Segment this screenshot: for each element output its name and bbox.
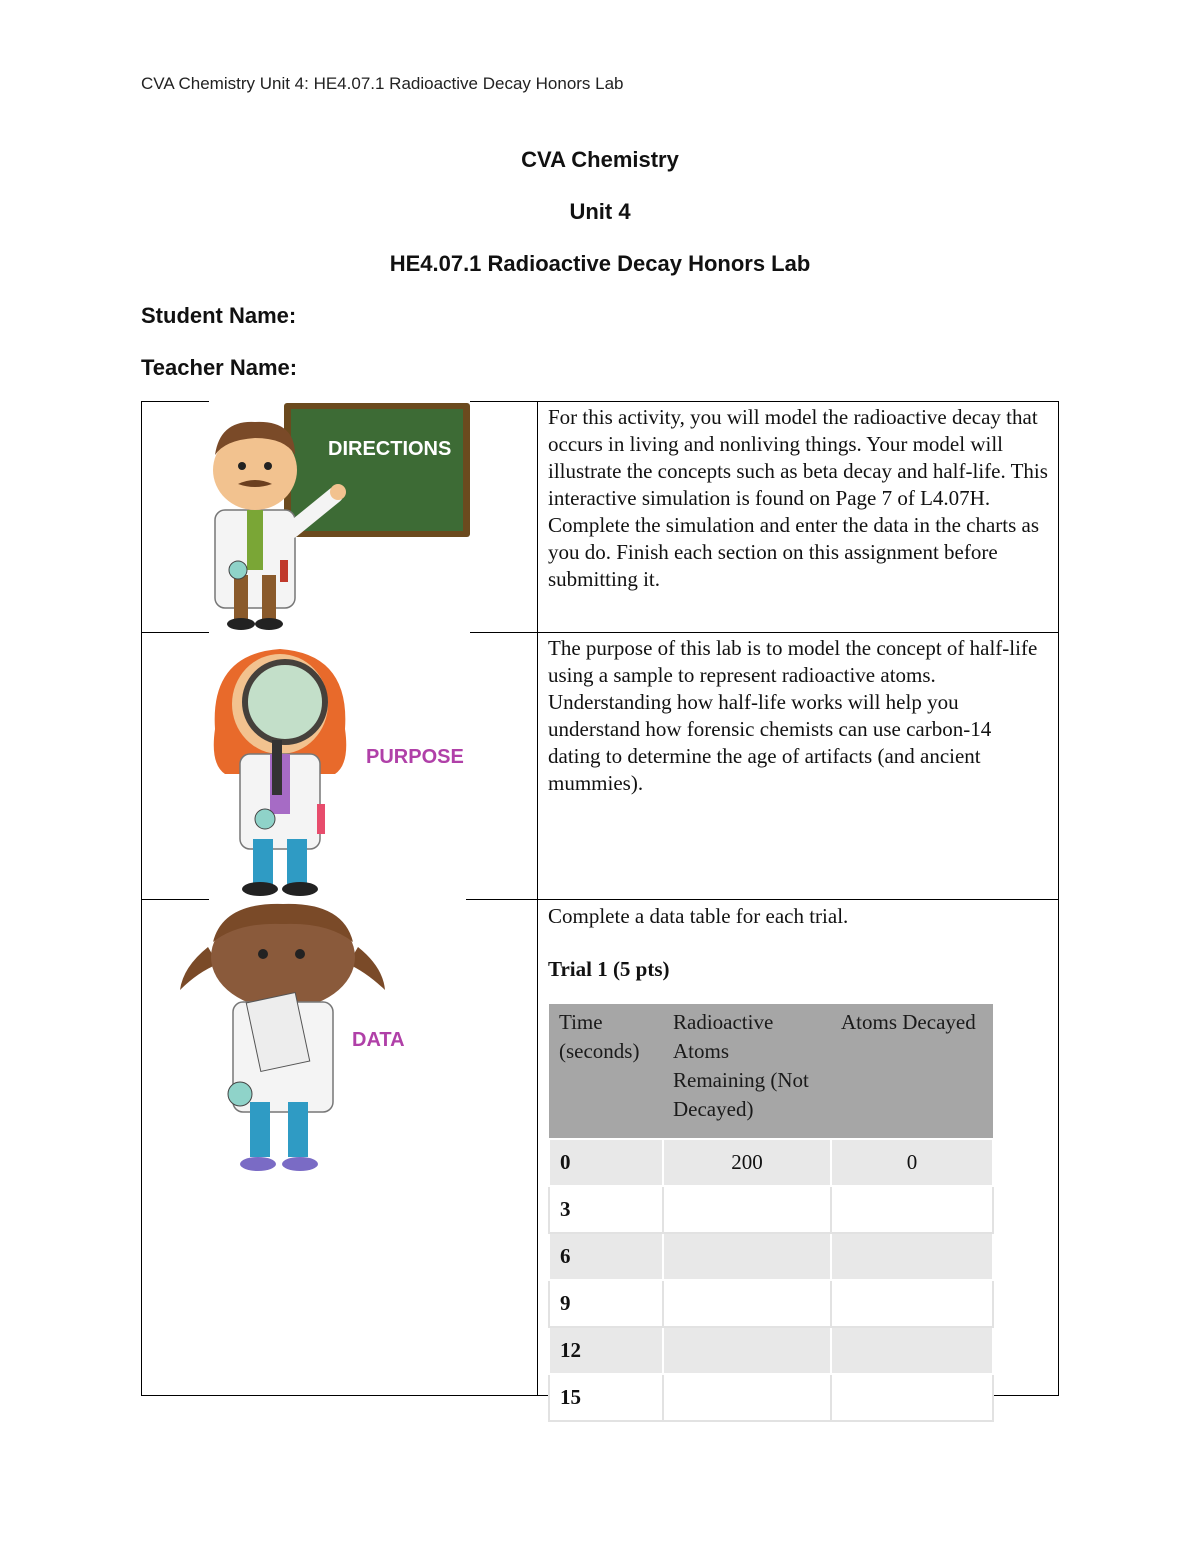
- remaining-cell[interactable]: 200: [663, 1139, 831, 1186]
- table-row: [549, 1233, 993, 1280]
- time-cell: 9: [549, 1280, 663, 1327]
- teacher-name-label: Teacher Name:: [141, 355, 298, 380]
- running-header: CVA Chemistry Unit 4: HE4.07.1 Radioactive Decay Honors Lab: [141, 74, 624, 93]
- time-cell: 3: [549, 1186, 663, 1233]
- decayed-cell[interactable]: [831, 1186, 993, 1233]
- time-cell: 15: [549, 1374, 663, 1421]
- remaining-cell[interactable]: [663, 1186, 831, 1233]
- remaining-cell[interactable]: [663, 1374, 831, 1421]
- time-cell: 6: [549, 1233, 663, 1280]
- table-row: [549, 1327, 993, 1374]
- time-cell: 12: [549, 1327, 663, 1374]
- table-header-row: [549, 1004, 993, 1139]
- decayed-cell[interactable]: 0: [831, 1139, 993, 1186]
- course-title: CVA Chemistry: [521, 147, 679, 172]
- column-header-remaining: Radioactive Atoms Remaining (Not Decayed): [663, 1004, 831, 1139]
- divider: [466, 899, 1059, 900]
- time-cell: 0: [549, 1139, 663, 1186]
- divider: [141, 401, 209, 402]
- lab-title: HE4.07.1 Radioactive Decay Honors Lab: [389, 251, 811, 276]
- column-header-decayed: Atoms Decayed: [831, 1004, 993, 1139]
- divider: [141, 401, 142, 1396]
- student-name-label: Student Name:: [141, 303, 297, 328]
- trial-1-data-table: [548, 1004, 994, 1422]
- scientist-directions-illustration: [200, 400, 475, 635]
- column-header-time: Time (seconds): [549, 1004, 663, 1139]
- scientist-purpose-illustration: [205, 634, 365, 902]
- decayed-cell[interactable]: [831, 1327, 993, 1374]
- data-intro: Complete a data table for each trial.: [548, 904, 849, 928]
- trial-title: Trial 1 (5 pts): [548, 957, 670, 981]
- divider: [141, 899, 209, 900]
- directions-text: For this activity, you will model the radioactive decay that occurs in living and nonliving things. Your model will illustrate the concepts such as beta decay and half-life. This interactive simulation is found on Page 7 of L4.07H. Complete the simulation and enter the data in the charts as you do. Finish each section on this assignment before submitting it.: [548, 405, 1048, 591]
- purpose-label: PURPOSE: [366, 746, 464, 768]
- decayed-cell[interactable]: [831, 1233, 993, 1280]
- table-row: [549, 1374, 993, 1421]
- divider: [141, 632, 209, 633]
- decayed-cell[interactable]: [831, 1280, 993, 1327]
- table-row: [549, 1139, 993, 1186]
- table-row: [549, 1186, 993, 1233]
- purpose-text: The purpose of this lab is to model the concept of half-life using a sample to represent radioactive atoms. Understanding how half-life works will help you understand how forensic chemists can use carbon-14 dating to determine the age of artifacts (and ancient mummies).: [548, 636, 1038, 795]
- remaining-cell[interactable]: [663, 1280, 831, 1327]
- remaining-cell[interactable]: [663, 1233, 831, 1280]
- table-row: [549, 1280, 993, 1327]
- unit-title: Unit 4: [569, 199, 631, 224]
- divider: [1058, 401, 1059, 1396]
- divider: [470, 401, 1059, 402]
- divider: [470, 632, 1059, 633]
- data-label: DATA: [352, 1029, 405, 1051]
- decayed-cell[interactable]: [831, 1374, 993, 1421]
- remaining-cell[interactable]: [663, 1327, 831, 1374]
- divider: [537, 401, 538, 1396]
- directions-label: DIRECTIONS: [328, 438, 452, 460]
